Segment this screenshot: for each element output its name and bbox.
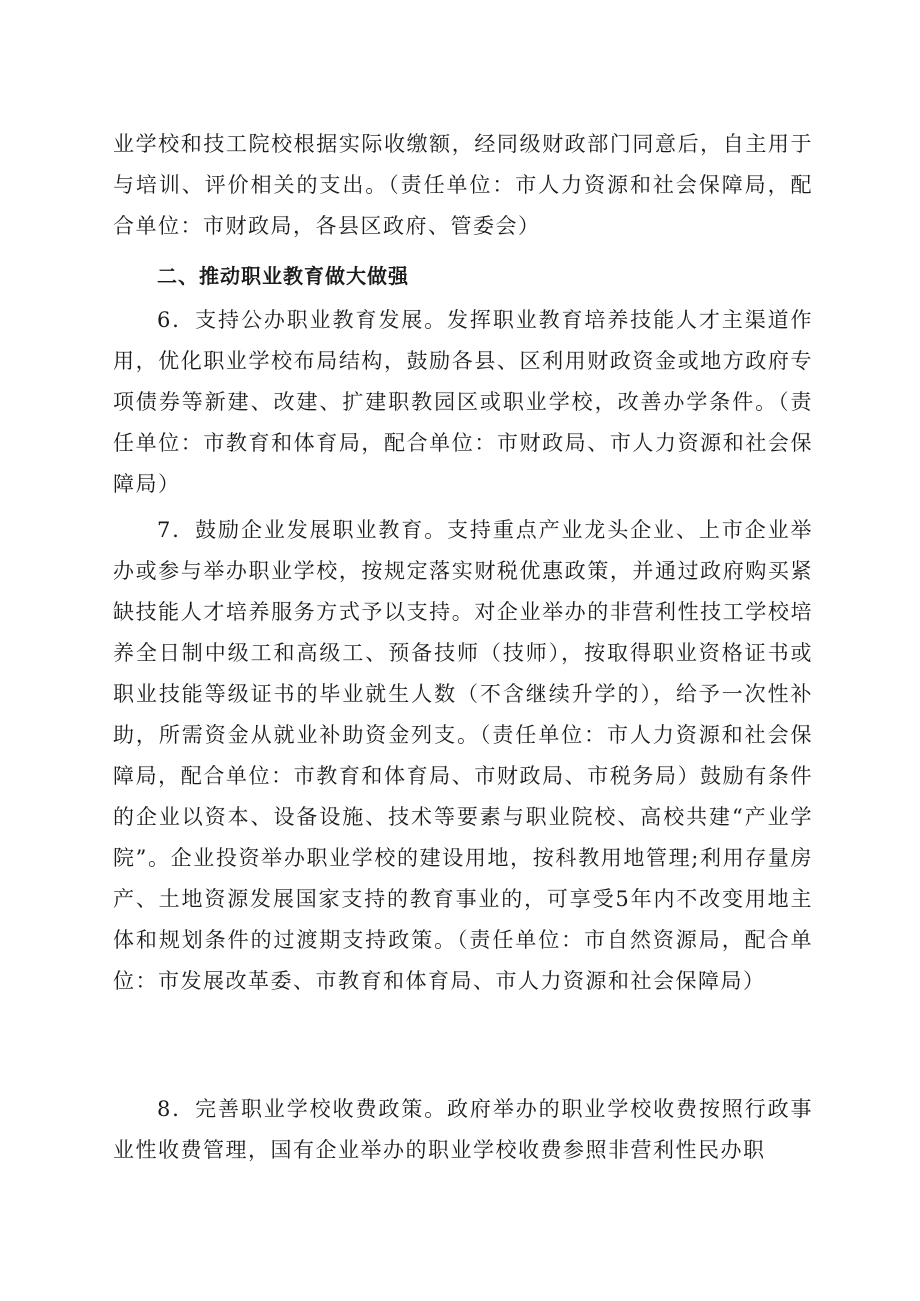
section-heading-text: 二、推动职业教育做大做强 [157, 264, 409, 288]
paragraph-text: 7．鼓励企业发展职业教育。支持重点产业龙头企业、上市企业举办或参与举办职业学校，按规定落实财税优惠政策，并通过政府购买紧缺技能人才培养服务方式予以支持。对企业举办的非营利性技工学校培养全日制中级工和高级工、预备技师（技师），按取得职业资格证书或职业技能等级证书的毕业就生人数（不含继续升学的），给予一次性补助，所需资金从就业补助资金列支。（责任单位：市人力资源和社会保障局，配合单位：市教育和体育局、市财政局、市税务局）鼓励有条件的企业以资本、设备设施、技术等要素与职业院校、高校共建“产业学院”。企业投资举办职业学校的建设用地，按科教用地管理;利用存量房产、土地资源发展国家支持的教育事业的，可享受5年内不改变用地主体和规划条件的过渡期支持政策。（责任单位：市自然资源局，配合单位：市发展改革委、市教育和体育局、市人力资源和社会保障局） [113, 518, 813, 993]
paragraph-text: 业学校和技工院校根据实际收缴额，经同级财政部门同意后，自主用于与培训、评价相关的支出。（责任单位：市人力资源和社会保障局，配合单位：市财政局，各县区政府、管委会） [113, 132, 813, 238]
paragraph-item-8 [113, 1089, 813, 1171]
paragraph-item-6 [113, 300, 813, 505]
paragraph-continuation [113, 124, 813, 247]
paragraph-text: 8．完善职业学校收费政策。政府举办的职业学校收费按照行政事业性收费管理，国有企业举办的职业学校收费参照非营利性民办职 [113, 1097, 813, 1162]
paragraph-item-7 [113, 510, 813, 1002]
paragraph-text: 6．支持公办职业教育发展。发挥职业教育培养技能人才主渠道作用，优化职业学校布局结构，鼓励各县、区利用财政资金或地方政府专项债券等新建、改建、扩建职教园区或职业学校，改善办学条件。（责任单位：市教育和体育局，配合单位：市财政局、市人力资源和社会保障局） [113, 308, 813, 496]
section-heading [113, 256, 813, 297]
